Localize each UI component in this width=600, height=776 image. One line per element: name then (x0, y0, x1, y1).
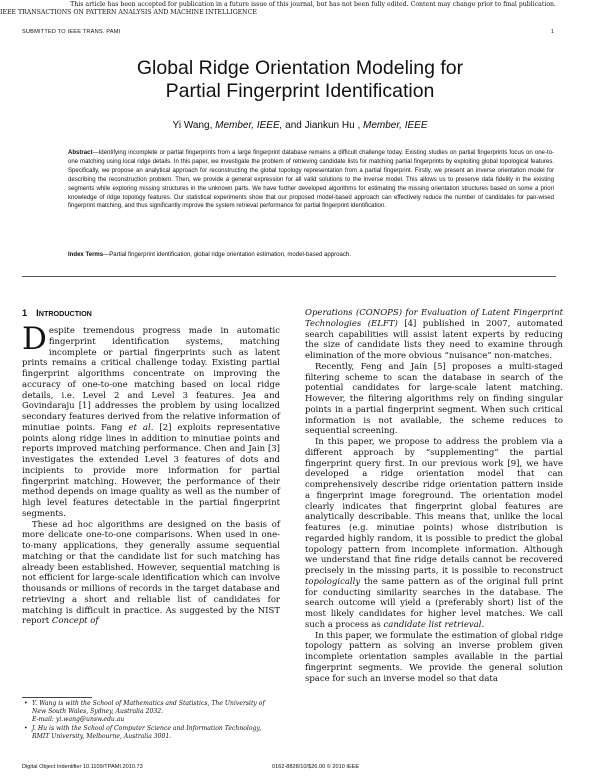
left-column (22, 308, 280, 627)
paragraph-6: In this paper, we formulate the estimation of global ridge topology pattern as solving an inverse problem given incomplete orientation samples available in the partial fingerprint segments. We provide the general solution space for such an inverse model so that data (305, 630, 563, 684)
author-2-title: Member, IEEE (363, 120, 428, 131)
footnotes (22, 700, 280, 743)
section-title-initial: I (36, 308, 39, 318)
index-terms (68, 251, 554, 260)
journal-name: IEEE TRANSACTIONS ON PATTERN ANALYSIS AND MACHINE INTELLIGENCE (0, 9, 257, 16)
author-1: Yi Wang, (172, 120, 213, 131)
paper-title (0, 57, 600, 103)
index-terms-text: —Partial fingerprint identification, global ridge orientation estimation, model-based approach. (103, 252, 351, 258)
abstract (68, 149, 554, 211)
paragraph-1: Despite tremendous progress made in automatic fingerprint identification systems, matching incomplete or partial fingerprints such as latent prints remains a critical challenge today. Existing partial fingerprint algorithms concentrate on improving the accuracy of one-to-one matching based on local ridge details, i.e. Level 2 and Level 3 features. Jea and Govindaraju [1] addresses the problem by using localized secondary features derived from the relative information of minutiae points. Fang et al. [2] exploits representative points along ridge lines in addition to minutiae points and reports improved matching performance. Chen and Jain [3] investigates the extended Level 3 features of dots and incipients to provide more information for partial fingerprint matching. However, the performance of their method depends on image quality as well as the number of high level features detectable in the partial fingerprint segments. (22, 321, 280, 519)
publication-notice (0, 1, 600, 9)
author-email[interactable]: E-mail: yi.wang@unsw.edu.au (32, 715, 125, 723)
author-2: and Jiankun Hu , (285, 120, 361, 131)
footnote-divider (22, 697, 92, 698)
author-1-title: Member, IEEE, (215, 120, 283, 131)
section-heading (22, 308, 280, 319)
section-title-rest: NTRODUCTION (38, 309, 92, 318)
header-divider (22, 276, 556, 277)
abstract-label: Abstract (68, 150, 93, 156)
footnote-2: • J. Hu is with the School of Computer Science and Information Technology, RMIT University, Melbourne, Australia 3001. (24, 725, 262, 741)
section-number: 1 (22, 308, 28, 318)
abstract-text: —Identifying incomplete or partial fingerprints from a large fingerprint database remains a difficult challenge today. Existing studies on partial fingerprints focus on one-to-one matching using local ridge details. In this paper, we investigate the problem of retrieving candidate lists for matching partial fingerprints by exploiting global topological features. Specifically, we propose an analytical approach for reconstructing the global topology representation from a partial fingerprint. Firstly, we present an inverse orientation model for describing the reconstruction problem. Then, we provide a general expression for all valid solutions to the inverse model. This allows us to preserve data fidelity in the existing segments while exploring missing structures in the unknown parts. We have further developed algorithms for estimating the missing orientation structures based on some a priori knowledge of ridge topology features. Our statistical experiments show that our proposed model-based approach can effectively reduce the number of candidates for pair-wised fingerprint matching, and thus significantly improve the system retrieval performance for partial fingerprint identification. (68, 150, 554, 210)
page-number: 1 (550, 29, 554, 35)
copyright-footer: 0162-8828/10/$26.00 © 2010 IEEE (272, 764, 360, 770)
right-column (305, 308, 563, 684)
doi-footer: Digital Object Indentifier 10.1109/TPAMI.2010.73 (22, 764, 143, 770)
running-head: SUBMITTED TO IEEE TRANS. PAMI (22, 29, 121, 35)
author-line (0, 120, 600, 131)
paragraph-2: These ad hoc algorithms are designed on the basis of more delicate one-to-one comparisons. When used in one-to-many applications, they generally assume sequential matching or that the candidate list for such matching has already been established. However, sequential matching is not efficient for large-scale identification which can involve thousands or millions of records in the target database and retrieving a short and reliable list of candidates for matching is difficult in practice. As suggested by the NIST report Concept of (22, 519, 280, 627)
paragraph-3: Operations (CONOPS) for Evaluation of Latent Fingerprint Technologies (ELFT) [4] published in 2007, automated search capabilities will assist latent experts by reducing the size of candidate lists they need to examine through elimination of the more obvious “nuisance” non-matches. (305, 308, 563, 361)
paragraph-4: Recently, Feng and Jain [5] proposes a multi-staged filtering scheme to scan the database in search of the potential candidates for large-scale latent matching. However, the filtering algorithms rely on finding singular points in a partial fingerprint segment. When such critical information is not available, the scheme reduces to sequential screening. (305, 361, 563, 437)
title-line-2: Partial Fingerprint Identification (165, 80, 435, 102)
title-line-1: Global Ridge Orientation Modeling for (136, 57, 464, 79)
drop-cap: D (22, 321, 47, 357)
index-terms-label: Index Terms (68, 252, 104, 258)
paragraph-5: In this paper, we propose to address the problem via a different approach by “supplementing” the partial fingerprint query first. In our previous work [9], we have developed a ridge orientation model that can comprehensively describe ridge orientation pattern inside a fingerprint image foreground. The orientation model clearly indicates that fingerprint global features are analytically describable. This means that, unlike the local features (e.g. minutiae points) whose distribution is regarded highly random, it is possible to predict the global topology pattern from incomplete information. Although we understand that fine ridge details cannot be recovered precisely in the missing parts, it is possible to reconstruct topologically the same pattern as of the original full print for conducting similarity searches in the database. The search outcome will yield a (preferably short) list of the most likely candidates for higher level matches. We call such a process as candidate list retrieval. (305, 437, 563, 630)
publication-notice-text: This article has been accepted for publication in a future issue of this journal, but has not been fully edited. Content may change prior to final publication. (70, 1, 556, 8)
footnote-1: • Y. Wang is with the School of Mathematics and Statistics, The University of New South Wales, Sydney, Australia 2032. E-mail: yi.wang@unsw.edu.au (24, 700, 265, 723)
